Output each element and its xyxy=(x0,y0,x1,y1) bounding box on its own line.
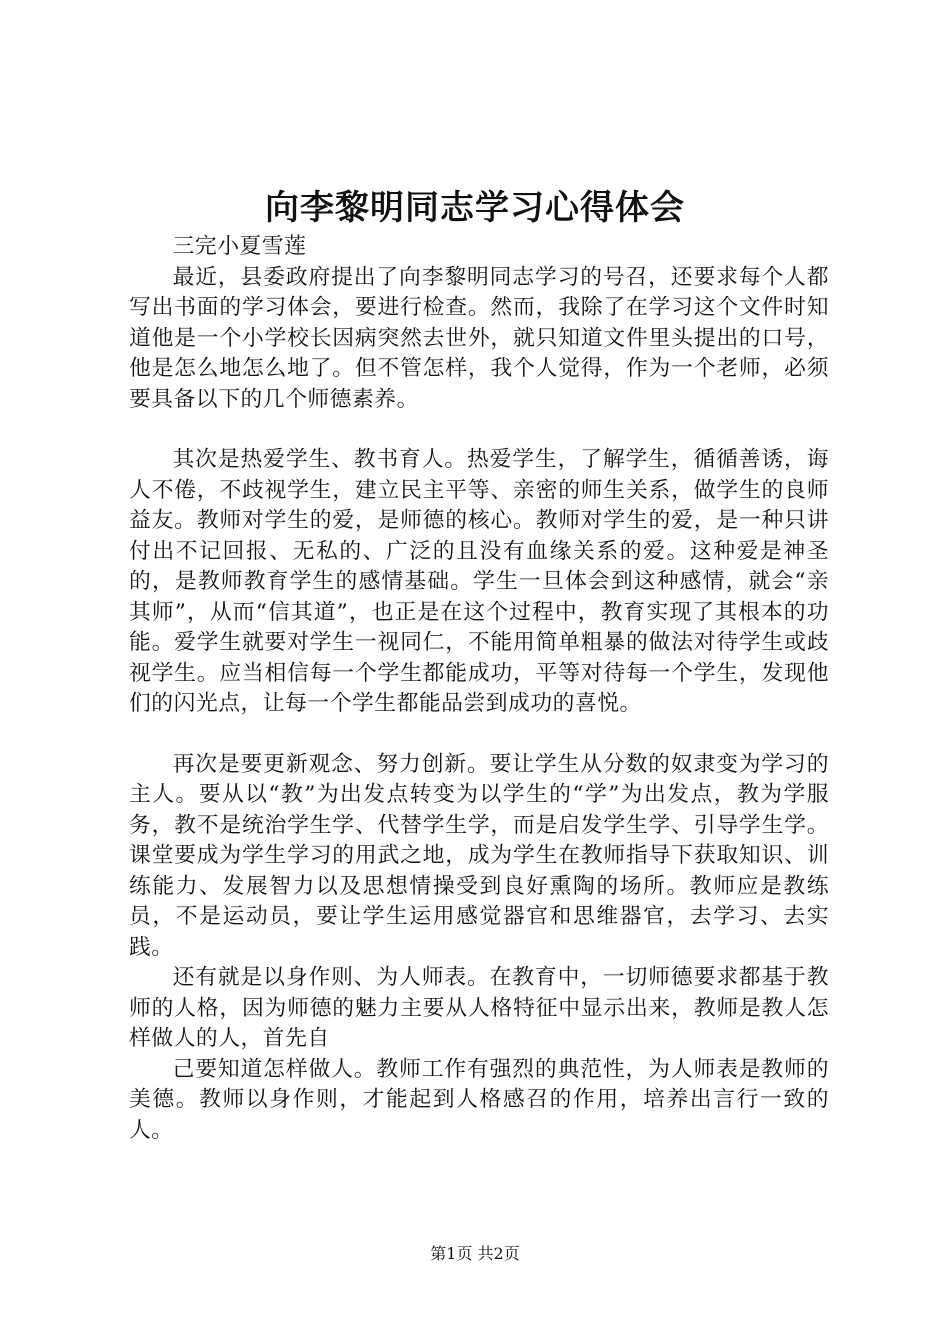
paragraph-intro: 最近，县委政府提出了向李黎明同志学习的号召，还要求每个人都写出书面的学习体会，要进行检查。然而，我除了在学习这个文件时知道他是一个小学校长因病突然去世外，就只知道文件里头提出的口号，他是怎么地怎么地了。但不管怎样，我个人觉得，作为一个老师，必须要具备以下的几个师德素养。 xyxy=(129,264,829,412)
paragraph-role-model: 还有就是以身作则、为人师表。在教育中，一切师德要求都基于教师的人格，因为师德的魅力主要从人格特征中显示出来，教师是教人怎样做人的人，首先自 xyxy=(129,965,829,1051)
paragraph-love-students: 其次是热爱学生、教书育人。热爱学生，了解学生，循循善诱，诲人不倦，不歧视学生，建立民主平等、亲密的师生关系，做学生的良师益友。教师对学生的爱，是师德的核心。教师对学生的爱，是一种只讲付出不记回报、无私的、广泛的且没有血缘关系的爱。这种爱是神圣的，是教师教育学生的感情基础。学生一旦体会到这种感情，就会“亲其师”，从而“信其道”，也正是在这个过程中，教育实现了其根本的功能。爱学生就要对学生一视同仁，不能用简单粗暴的做法对待学生或歧视学生。应当相信每一个学生都能成功，平等对待每一个学生，发现他们的闪光点，让每一个学生都能品尝到成功的喜悦。 xyxy=(129,447,829,716)
paragraph-role-model-continued: 己要知道怎样做人。教师工作有强烈的典范性，为人师表是教师的美德。教师以身作则，才能起到人格感召的作用，培养出言行一致的人。 xyxy=(129,1056,829,1143)
paragraph-innovation: 再次是要更新观念、努力创新。要让学生从分数的奴隶变为学习的主人。要从以“教”为出发点转变为以学生的“学”为出发点，教为学服务，教不是统治学生学、代替学生学，而是启发学生学、引导学生学。课堂要成为学生学习的用武之地，成为学生在教师指导下获取知识、训练能力、发展智力以及思想情操受到良好熏陶的场所。教师应是教练员，不是运动员，要让学生运用感觉器官和思维器官，去学习、去实践。 xyxy=(129,751,829,960)
page-number-footer: 第1页 共2页 xyxy=(430,1244,520,1263)
document-title: 向李黎明同志学习心得体会 xyxy=(265,188,685,228)
author-line: 三完小夏雪莲 xyxy=(172,234,307,259)
document-body xyxy=(129,232,829,1146)
